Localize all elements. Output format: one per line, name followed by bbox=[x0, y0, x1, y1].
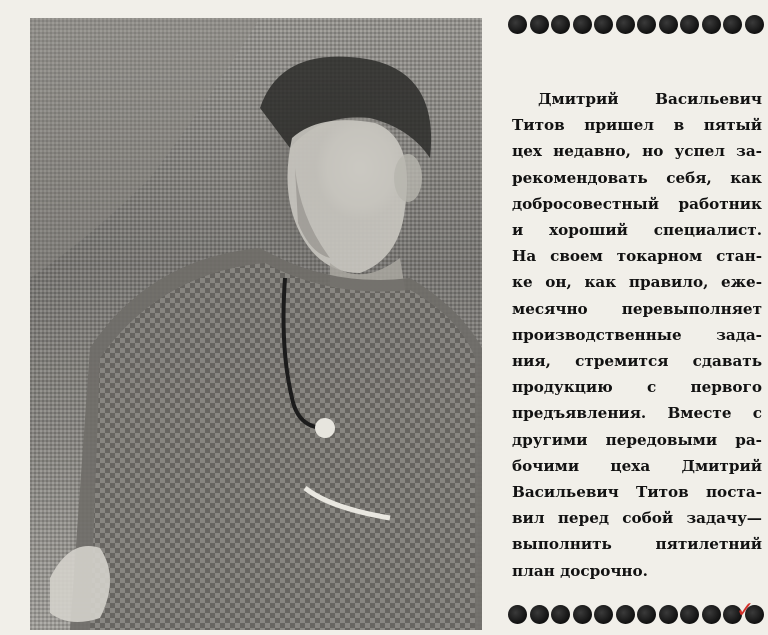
dot-ornament-icon bbox=[637, 605, 656, 624]
dot-ornament-icon bbox=[551, 605, 570, 624]
article-line: план досрочно. bbox=[512, 561, 648, 580]
dot-ornament-icon bbox=[530, 15, 549, 34]
dot-ornament-icon bbox=[573, 15, 592, 34]
red-check-mark-icon: ✓ bbox=[736, 598, 755, 623]
article-line: На своем токарном стан- bbox=[512, 247, 762, 266]
article-line: продукцию с первого bbox=[512, 378, 762, 397]
dot-ornament-icon bbox=[594, 15, 613, 34]
article-line: вил перед собой задачу— bbox=[512, 509, 762, 528]
dot-ornament-icon bbox=[745, 15, 764, 34]
dot-ornament-icon bbox=[508, 605, 527, 624]
dot-ornament-icon bbox=[680, 605, 699, 624]
dot-ornament-icon bbox=[637, 15, 656, 34]
dot-ornament-icon bbox=[659, 605, 678, 624]
article-line: выполнить пятилетний bbox=[512, 535, 762, 554]
dot-ornament-icon bbox=[594, 605, 613, 624]
dot-ornament-icon bbox=[659, 15, 678, 34]
article-line: другими передовыми ра- bbox=[512, 430, 762, 449]
article-line: предъявления. Вместе с bbox=[512, 404, 762, 423]
article-line: добросовестный работник bbox=[512, 194, 762, 213]
dot-ornament-icon bbox=[616, 15, 635, 34]
portrait-photo bbox=[30, 18, 482, 630]
article-line: рекомендовать себя, как bbox=[512, 168, 762, 187]
portrait-illustration bbox=[30, 18, 482, 630]
dot-row-top bbox=[508, 12, 764, 36]
article-line: Дмитрий Васильевич bbox=[538, 90, 762, 108]
article-line: Васильевич Титов поста- bbox=[512, 483, 762, 502]
dot-ornament-icon bbox=[616, 605, 635, 624]
article-text bbox=[512, 86, 762, 584]
dot-ornament-icon bbox=[680, 15, 699, 34]
dot-ornament-icon bbox=[723, 15, 742, 34]
article-line: производственные зада- bbox=[512, 325, 762, 344]
dot-ornament-icon bbox=[508, 15, 527, 34]
dot-ornament-icon bbox=[573, 605, 592, 624]
dot-ornament-icon bbox=[702, 605, 721, 624]
dot-ornament-icon bbox=[530, 605, 549, 624]
article-line: цех недавно, но успел за- bbox=[512, 142, 762, 161]
article-line: ке он, как правило, еже- bbox=[512, 273, 762, 292]
article-line: месячно перевыполняет bbox=[512, 299, 762, 318]
article-line: ния, стремится сдавать bbox=[512, 352, 762, 371]
article-line: и хороший специалист. bbox=[512, 221, 762, 240]
dot-row-bottom bbox=[508, 602, 764, 626]
article-line: бочими цеха Дмитрий bbox=[512, 456, 762, 475]
article-line: Титов пришел в пятый bbox=[512, 116, 762, 135]
dot-ornament-icon bbox=[551, 15, 570, 34]
dot-ornament-icon bbox=[702, 15, 721, 34]
